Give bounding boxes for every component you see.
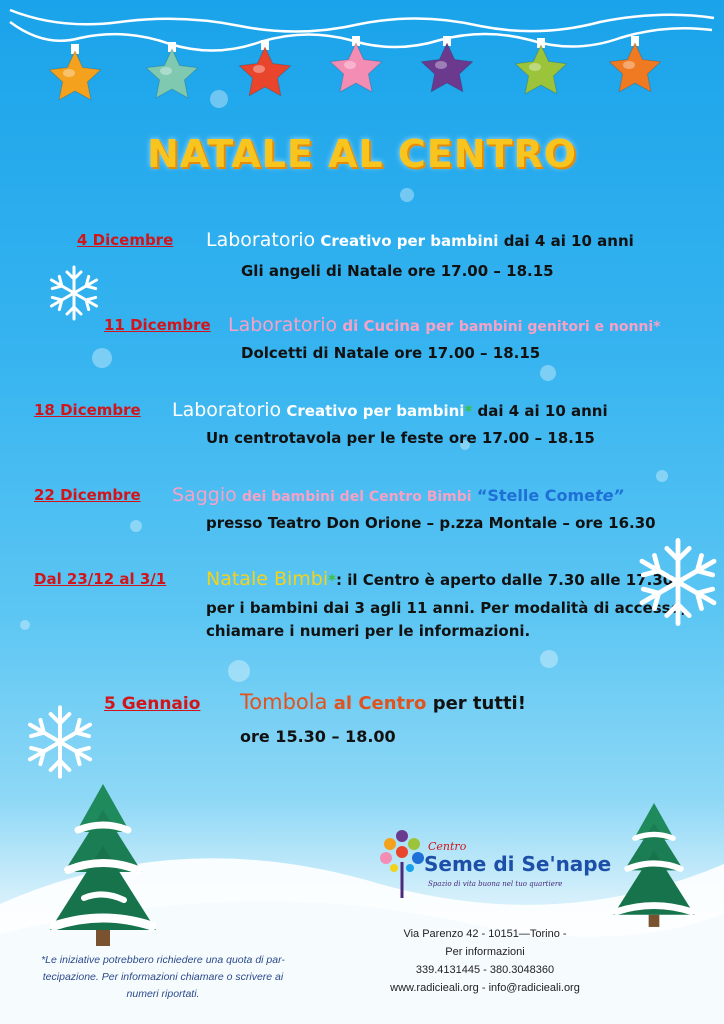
bokeh-dot: [540, 650, 558, 668]
footer-address: Via Parenzo 42 - 10151—Torino -: [403, 928, 567, 940]
event-heading: [172, 484, 624, 506]
event-sub: per i bambini dai 3 agli 11 anni. Per modalità di accesso,: [206, 599, 687, 617]
star-icon: [146, 42, 197, 98]
event-detail: dai 4 ai 10 anni: [477, 402, 608, 420]
bokeh-dot: [656, 470, 668, 482]
christmas-tree-icon: [38, 780, 168, 950]
footer-info-label: Per informazioni: [445, 946, 525, 958]
garland-wire: [10, 10, 714, 32]
event-sub: Dolcetti di Natale ore 17.00 – 18.15: [241, 344, 541, 362]
page-title: NATALE AL CENTRO: [146, 132, 578, 176]
event-quote-end: te”: [595, 486, 624, 505]
event-type: Creativo per bambini: [320, 232, 499, 250]
event-type: Creativo per bambini: [286, 402, 465, 420]
event-detail: per tutti!: [432, 693, 526, 714]
event-lab-label: Laboratorio: [172, 399, 282, 421]
star-icon: [49, 44, 100, 100]
event-lab-label: Natale Bimbi: [206, 568, 329, 590]
snowflake-icon: [630, 534, 724, 630]
bokeh-dot: [130, 520, 142, 532]
event-sub: presso Teatro Don Orione – p.zza Montale – ore 16.30: [206, 514, 656, 532]
event-date: 18 Dicembre: [34, 401, 141, 419]
event-date: 4 Dicembre: [77, 231, 174, 249]
event-detail: bambini genitori e nonni*: [458, 319, 661, 335]
event-star: *: [464, 402, 473, 420]
star-icon: [421, 36, 472, 92]
snowflake-icon: [20, 702, 100, 782]
logo-name: Seme di Se'nape: [424, 852, 612, 876]
bokeh-dot: [92, 348, 112, 368]
event-type: al Centro: [333, 693, 427, 714]
event-star: *: [328, 571, 336, 589]
bokeh-dot: [20, 620, 30, 630]
event-date: Dal 23/12 al 3/1: [34, 570, 167, 588]
event-heading: [240, 690, 526, 714]
event-sub: chiamare i numeri per le informazioni.: [206, 622, 531, 640]
footnote: *Le iniziative potrebbero richiedere una quota di par-tecipazione. Per informazioni chiamare o scrivere ai numeri riportati.: [41, 954, 285, 1000]
snowflake-icon: [44, 263, 104, 323]
footer-web: www.radicieali.org - info@radicieali.org: [390, 982, 580, 994]
event-lab-label: Laboratorio: [206, 229, 316, 251]
event-sub: Gli angeli di Natale ore 17.00 – 18.15: [241, 262, 554, 280]
bokeh-dot: [540, 365, 556, 381]
event-heading: [228, 314, 661, 336]
star-icon: [609, 36, 660, 92]
garland-wire: [10, 22, 712, 51]
christmas-tree-icon: [604, 800, 704, 930]
star-icon: [239, 40, 290, 96]
event-type: di: [342, 317, 359, 335]
event-heading: [206, 568, 673, 590]
event-heading: [206, 229, 634, 251]
event-detail: : il Centro è aperto dalle 7.30 alle 17.30: [335, 571, 674, 589]
event-date: 5 Gennaio: [104, 694, 201, 714]
logo-small-text: Centro: [428, 840, 467, 853]
bokeh-dot: [228, 660, 250, 682]
event-lab-label: Tombola: [240, 690, 328, 714]
event-heading: [172, 399, 608, 421]
event-date: 11 Dicembre: [104, 316, 211, 334]
event-detail: dai 4 ai 10 anni: [503, 232, 634, 250]
star-garland: [0, 0, 724, 120]
event-type: dei bambini del Centro Bimbi: [241, 489, 472, 505]
event-quote: “Stelle Come: [476, 486, 595, 505]
centre-logo: [374, 830, 612, 910]
event-lab-label: Laboratorio: [228, 314, 338, 336]
event-date: 22 Dicembre: [34, 486, 141, 504]
logo-tagline: Spazio di vita buona nel tuo quartiere: [428, 880, 563, 888]
flower-logo-icon: [374, 830, 430, 900]
bokeh-dot: [400, 188, 414, 202]
event-lab-label: Saggio: [172, 484, 237, 506]
event-sub: ore 15.30 – 18.00: [240, 727, 396, 746]
event-sub: Un centrotavola per le feste ore 17.00 – 18.15: [206, 429, 595, 447]
event-type: Cucina per: [363, 317, 454, 335]
footer-phones: 339.4131445 - 380.3048360: [415, 964, 555, 976]
